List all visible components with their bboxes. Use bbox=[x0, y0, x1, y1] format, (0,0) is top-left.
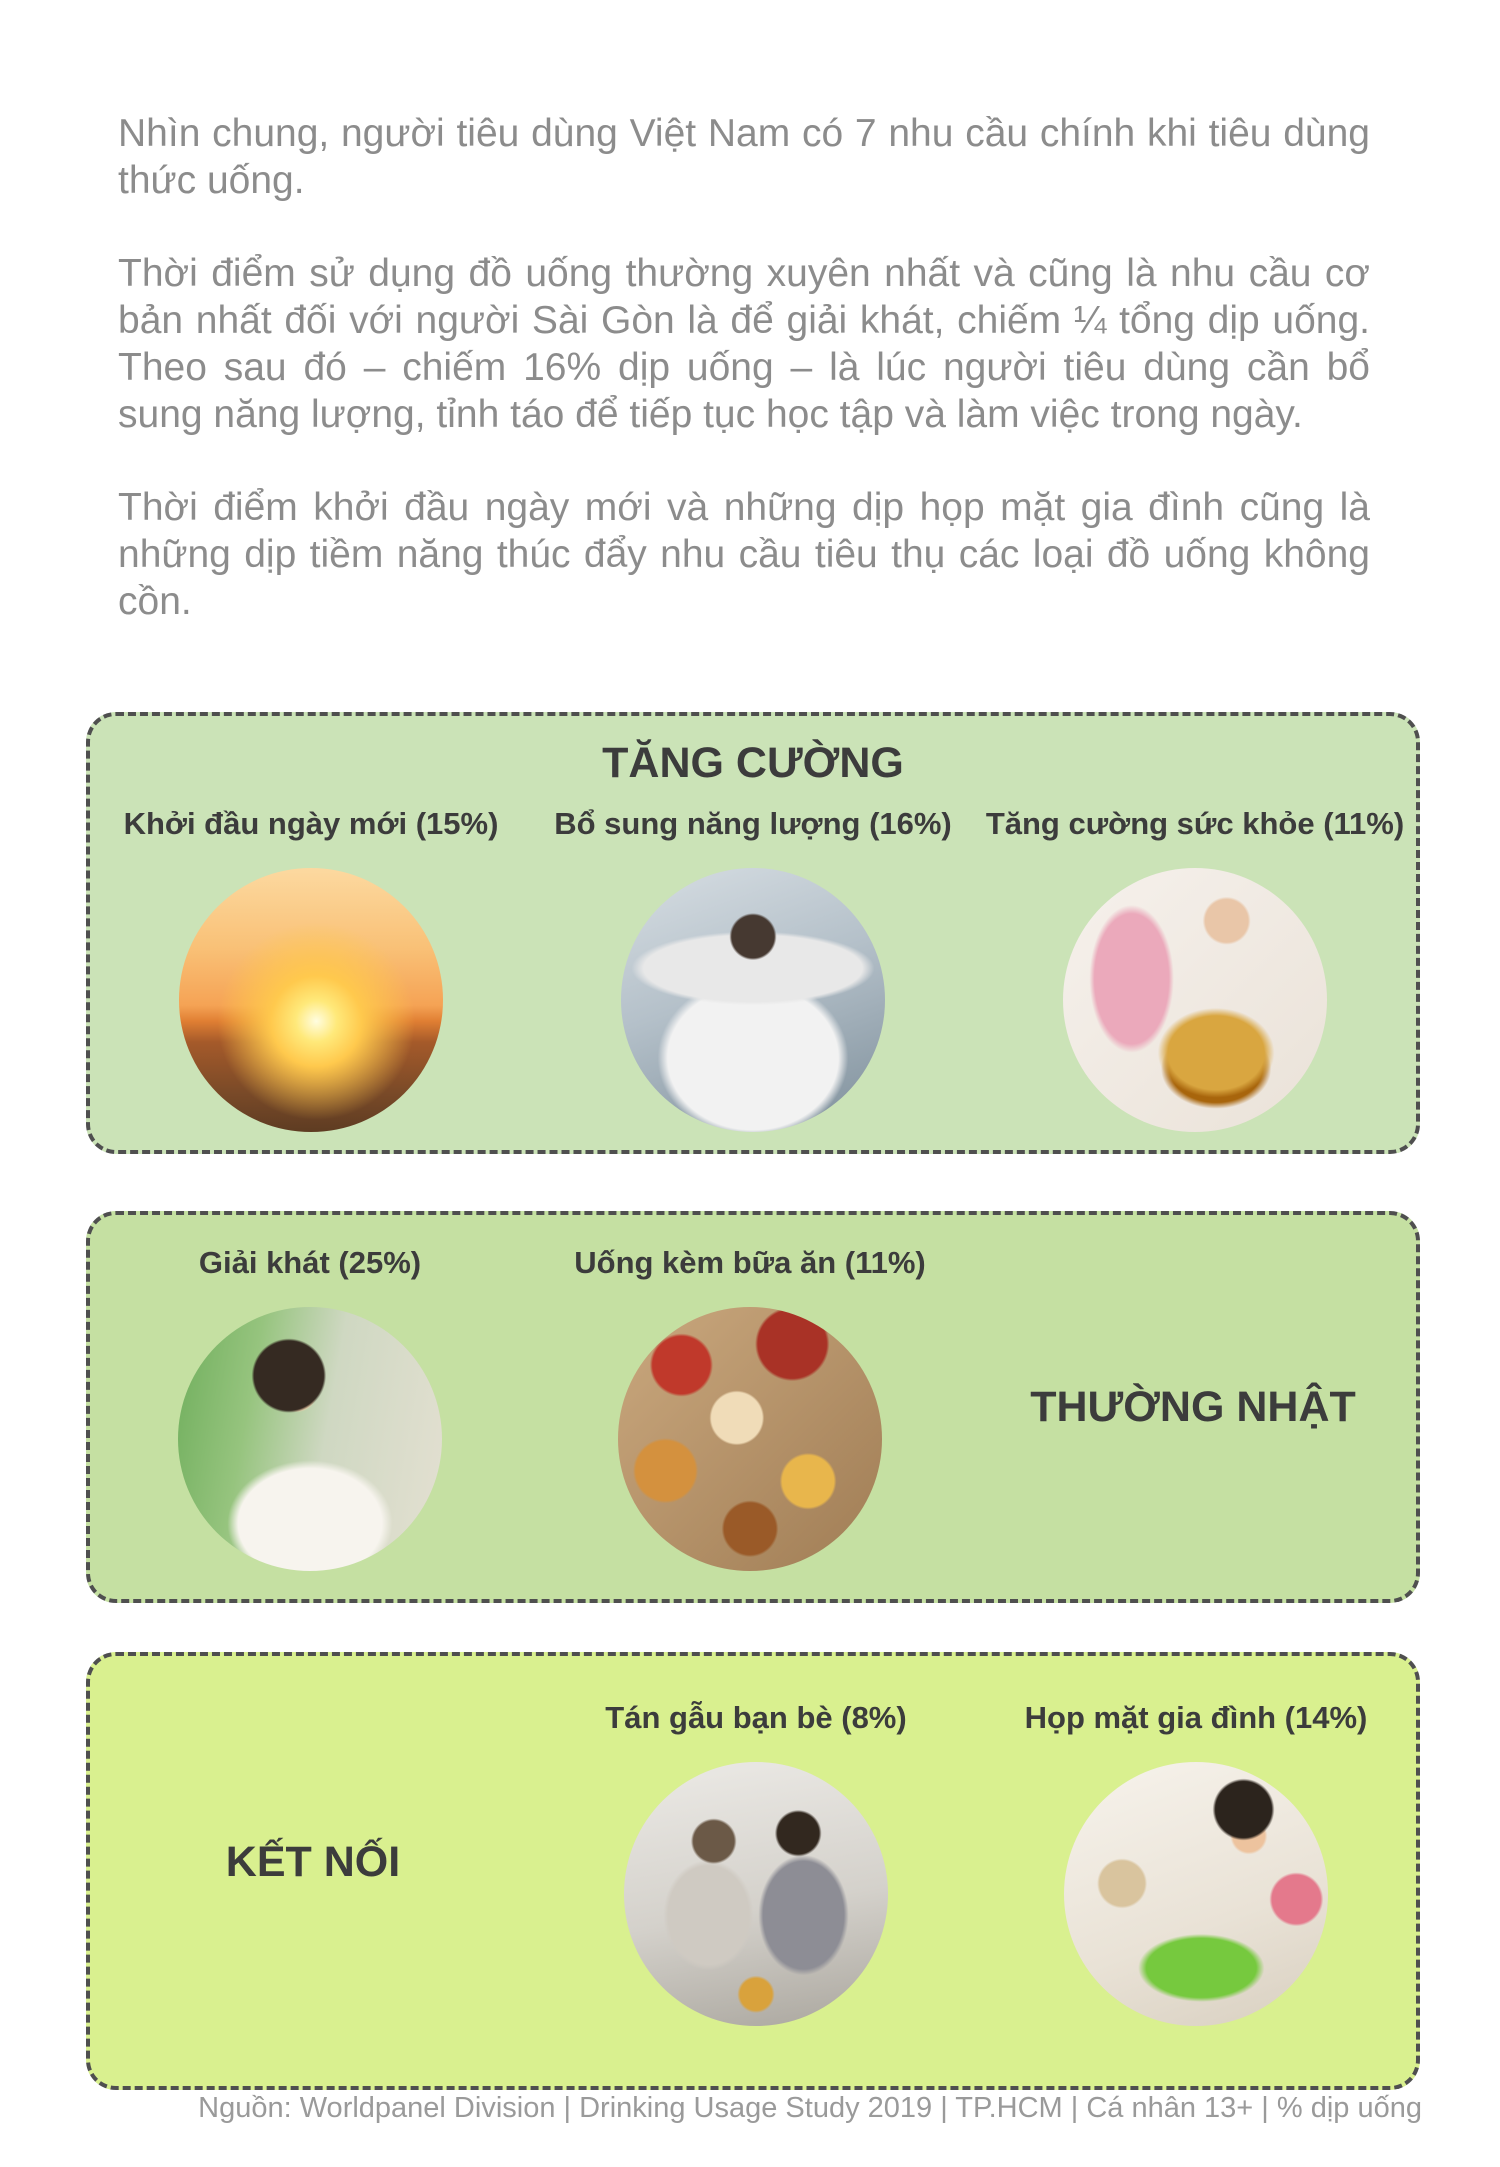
need-item-khoi-dau-ngay-moi bbox=[91, 806, 531, 1132]
need-item-label: Tán gẫu bạn bè (8%) bbox=[605, 1700, 907, 1735]
need-item-label: Giải khát (25%) bbox=[198, 1245, 422, 1280]
intro-text-block bbox=[118, 110, 1370, 671]
need-item-label: Tăng cường sức khỏe (11%) bbox=[985, 805, 1405, 841]
group-title-thuong-nhat: THƯỜNG NHẬT bbox=[1030, 1383, 1356, 1432]
photo-friends-toasting-over-meal bbox=[618, 1307, 882, 1571]
photo-man-relaxing bbox=[621, 868, 885, 1132]
photo-hand-dipping-tea-bag bbox=[1063, 868, 1327, 1132]
source-footnote: Nguồn: Worldpanel Division | Drinking Usage Study 2019 | TP.HCM | Cá nhân 13+ | % dịp uống bbox=[198, 2092, 1422, 2124]
need-item-label: Uống kèm bữa ăn (11%) bbox=[574, 1245, 926, 1280]
intro-paragraph-3: Thời điểm khởi đầu ngày mới và những dịp họp mặt gia đình cũng là những dịp tiềm năng thúc đẩy nhu cầu tiêu thụ các loại đồ uống không cồn. bbox=[118, 486, 1370, 623]
tang-cuong-items-row bbox=[90, 806, 1416, 1132]
need-item-uong-kem-bua-an bbox=[530, 1245, 970, 1571]
photo-two-friends-chatting bbox=[624, 1762, 888, 2026]
need-item-giai-khat bbox=[90, 1245, 530, 1571]
group-title-ket-noi: KẾT NỐI bbox=[225, 1838, 401, 1887]
intro-paragraph-2: Thời điểm sử dụng đồ uống thường xuyên nhất và cũng là nhu cầu cơ bản nhất đối với người Sài Gòn là để giải khát, chiếm ¼ tổng dịp uống. Theo sau đó – chiếm 16% dịp uống – là lúc người tiêu dùng cần bổ sung năng lượng, tỉnh táo để tiếp tục học tập và làm việc trong ngày. bbox=[118, 252, 1370, 436]
need-item-hop-mat-gia-dinh bbox=[976, 1700, 1416, 2026]
need-group-ket-noi bbox=[86, 1652, 1420, 2090]
need-item-label: Khởi đầu ngày mới (15%) bbox=[123, 805, 499, 841]
need-group-tang-cuong bbox=[86, 712, 1420, 1154]
need-item-label: Bổ sung năng lượng (16%) bbox=[554, 805, 952, 841]
group-title-tang-cuong: TĂNG CƯỜNG bbox=[602, 739, 904, 787]
photo-family-gathering bbox=[1064, 1762, 1328, 2026]
ket-noi-items-row bbox=[90, 1656, 1416, 2026]
photo-smiling-woman-with-tea bbox=[178, 1307, 442, 1571]
thuong-nhat-items-row bbox=[90, 1215, 1416, 1571]
photo-sunrise-over-sea bbox=[179, 868, 443, 1132]
thuong-nhat-title-cell bbox=[970, 1245, 1416, 1571]
need-item-tan-gau-ban-be bbox=[536, 1700, 976, 2026]
ket-noi-title-cell bbox=[90, 1700, 536, 2026]
need-item-bo-sung-nang-luong bbox=[533, 806, 973, 1132]
intro-paragraph-1: Nhìn chung, người tiêu dùng Việt Nam có 7 nhu cầu chính khi tiêu dùng thức uống. bbox=[118, 112, 1370, 202]
need-item-label: Họp mặt gia đình (14%) bbox=[1024, 1700, 1368, 1735]
need-item-tang-cuong-suc-khoe bbox=[975, 806, 1415, 1132]
need-group-thuong-nhat bbox=[86, 1211, 1420, 1603]
